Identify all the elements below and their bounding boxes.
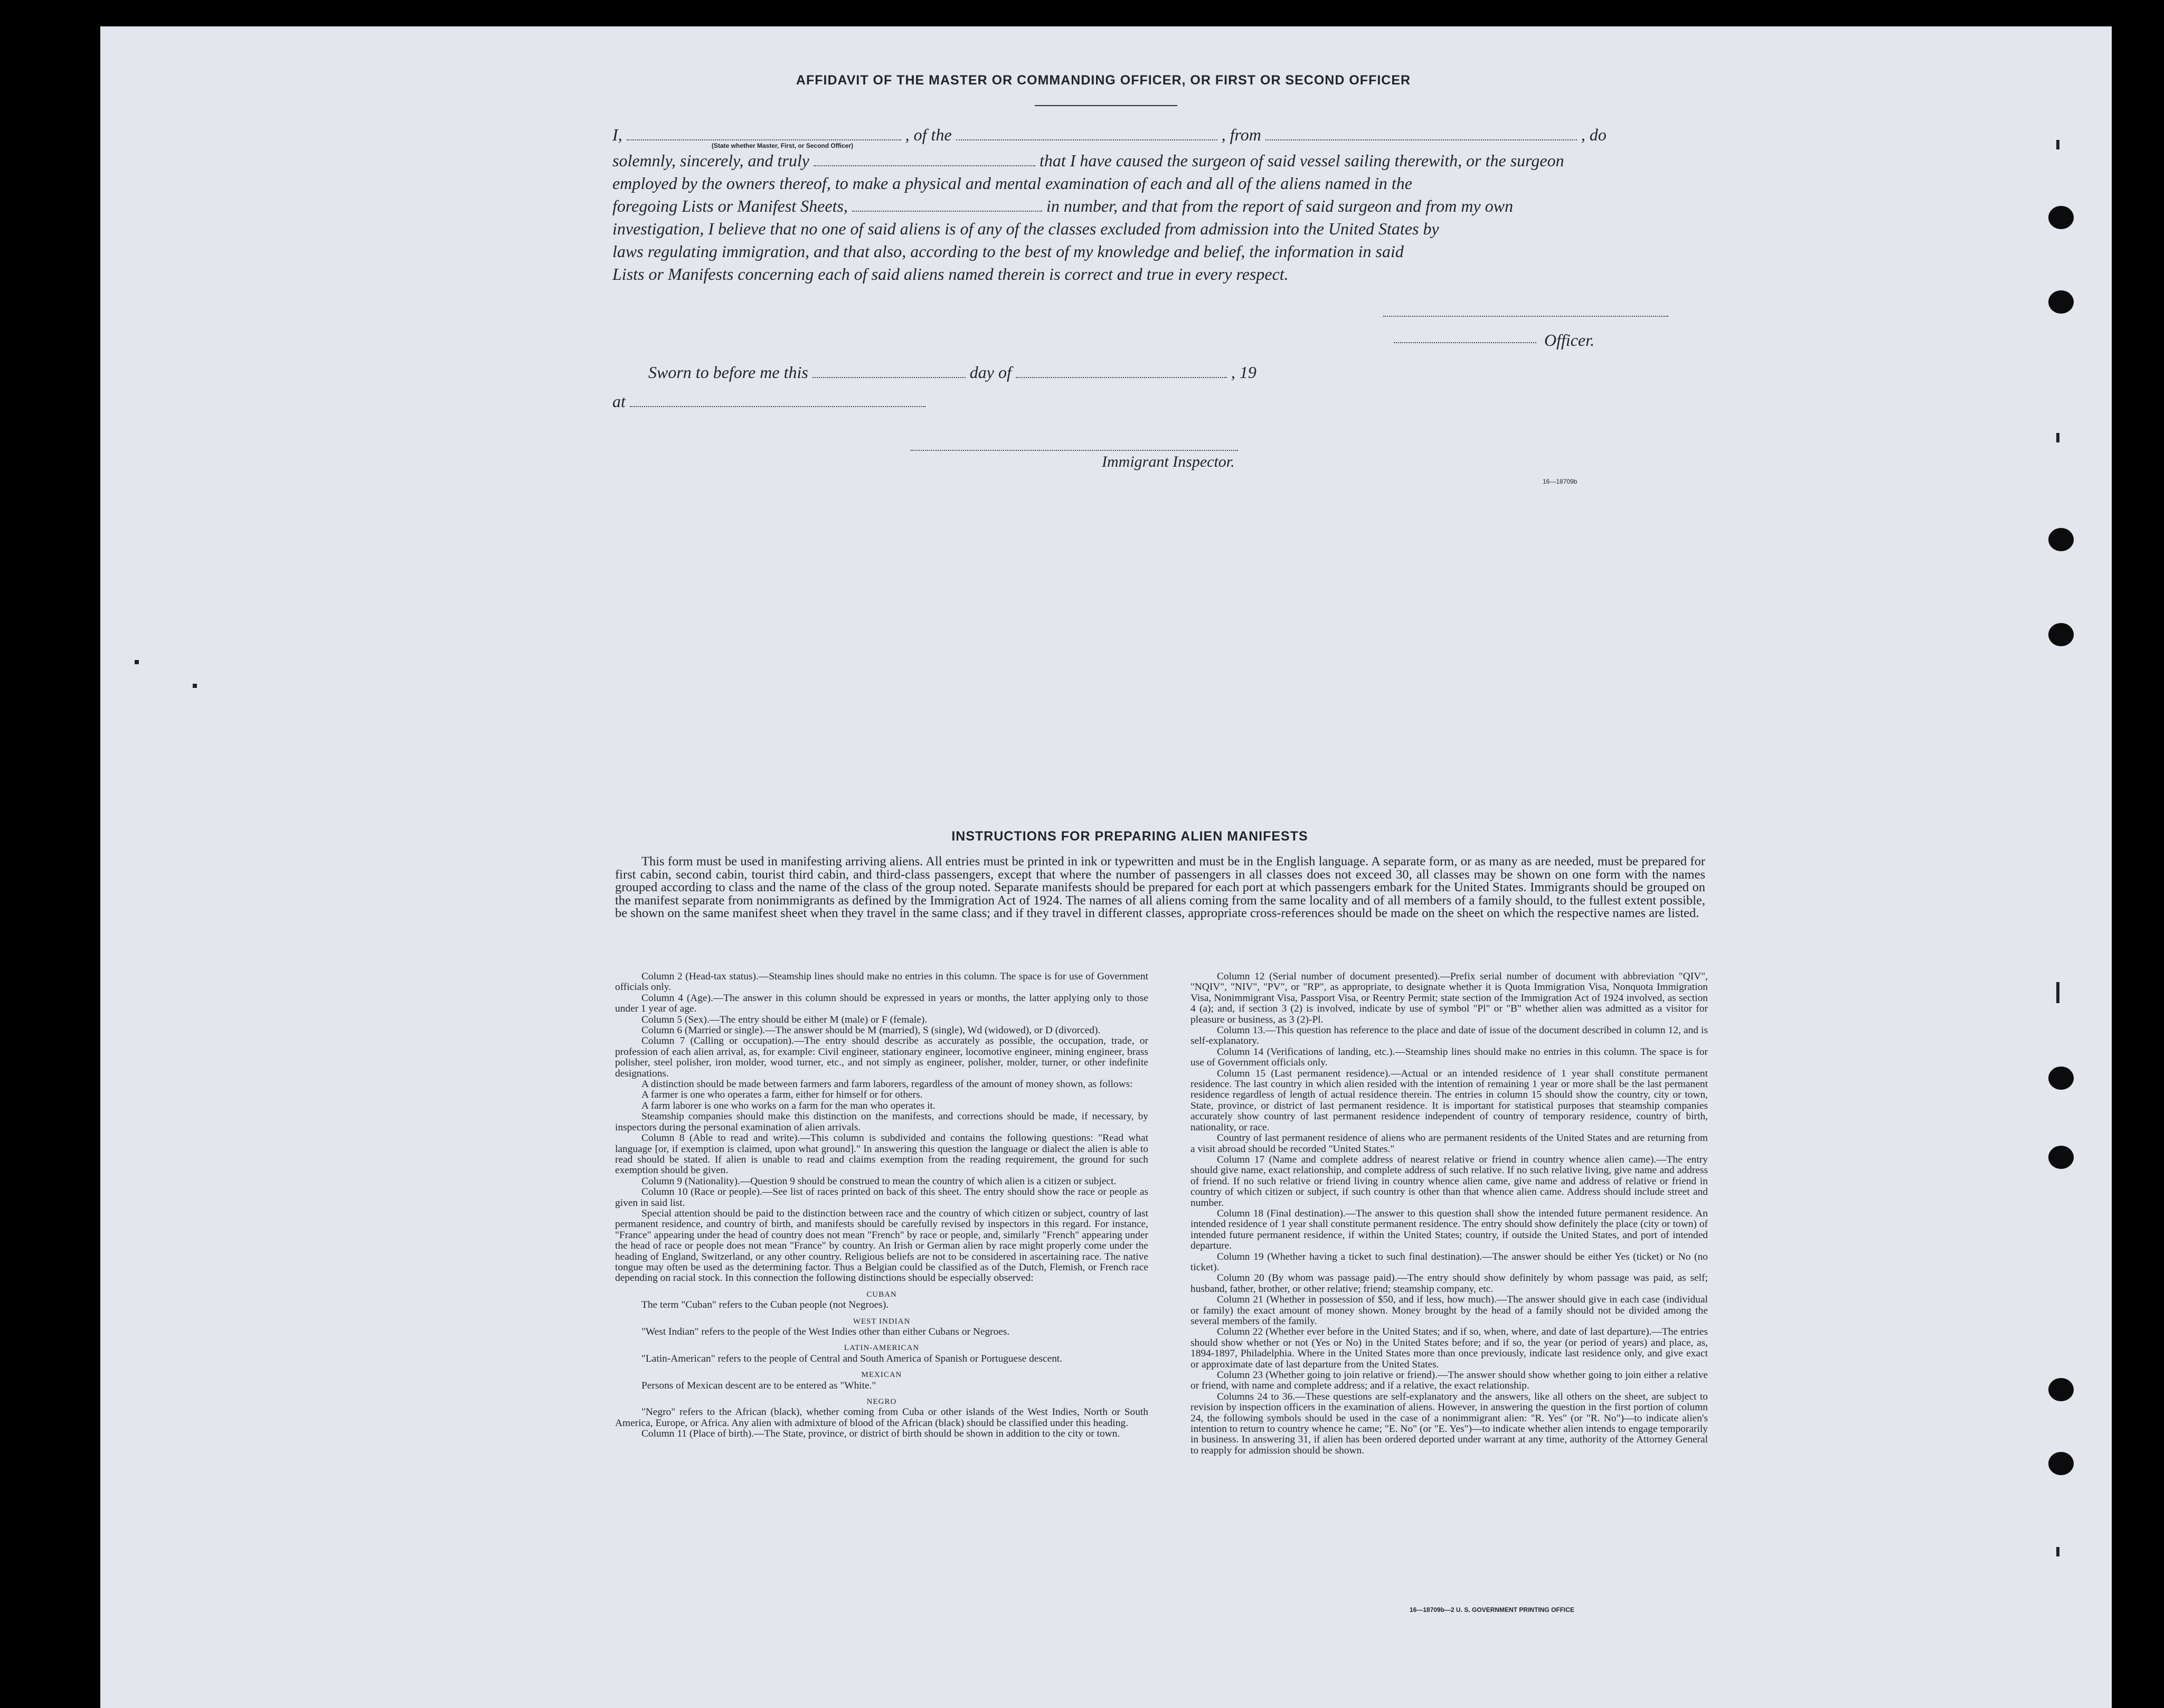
col-23: Column 23 (Whether going to join relative or friend).—The answer should show whether going to join either a relative or friend, with name and complete address; and if a relative, the exact relationship. (1190, 1370, 1708, 1392)
cuban-heading: CUBAN (866, 1290, 897, 1299)
number-text: in number, and that from the report of said surgeon and from my own (1046, 196, 1514, 215)
col-19: Column 19 (Whether having a ticket to such final destination).—The answer should be either Yes (ticket) or No (no ticket). (1190, 1251, 1708, 1273)
punch-hole (2048, 1146, 2074, 1169)
rank-blank[interactable] (814, 150, 1035, 166)
col-18: Column 18 (Final destination).—The answer to this question shall show the intended future permanent residence. An intended residence of 1 year shall constitute permanent residence. The entry should show definitely the place (city or town) of intended future permanent residence, if within the United States; country, if outside the United States, and port of intended departure. (1190, 1207, 1708, 1252)
day-of-label: day of (969, 363, 1016, 382)
col-4: Column 4 (Age).—The answer in this column should be expressed in years or months, the latter applying only to those under 1 year of age. (615, 992, 1148, 1015)
margin-mark (193, 684, 197, 688)
punch-hole (2048, 1378, 2074, 1401)
col-13: Column 13.—This question has reference to the place and date of issue of the document described in column 12, and is self-explanatory. (1190, 1025, 1708, 1047)
affidavit-line-5: investigation, I believe that no one of said aliens is of any of the classes excluded from admission into the United States by (612, 219, 1439, 238)
signature-line[interactable] (1383, 316, 1668, 317)
printing-office-footer: 16—18709b—2 U. S. GOVERNMENT PRINTING OFFICE (1410, 1606, 1575, 1613)
col-11: Column 11 (Place of birth).—The State, province, or district of birth should be shown in addition to the city or town. (641, 1428, 1120, 1440)
punch-hole (2048, 1452, 2074, 1475)
col-5: Column 5 (Sex).—The entry should be either M (male) or F (female). (641, 1014, 928, 1025)
sworn-text: Sworn to before me this (648, 363, 812, 382)
col-7: Column 7 (Calling or occupation).—The entry should describe as accurately as possible, the occupation, trade, or profession of each alien arrival, as, for example: Civil engineer, stationary engineer, locomotive engineer, mining engineer, brass polisher, steel polisher, iron molder, wood turner, etc., and not simply as engineer, polisher, molder, turner, or other indefinite designations. (615, 1035, 1148, 1079)
col-7-steamship: Steamship companies should make this distinction on the manifests, and corrections should be made, if necessary, by inspectors during the personal examination of alien arrivals. (615, 1111, 1148, 1133)
at-place-blank[interactable] (630, 391, 925, 407)
year-label: , 19 (1231, 363, 1256, 382)
col-7-farmer: A farmer is one who operates a farm, either for himself or for others. (641, 1089, 923, 1101)
margin-mark (2056, 982, 2059, 1003)
margin-mark (135, 660, 139, 664)
from-port-blank[interactable] (1265, 125, 1577, 140)
do-label: , do (1581, 125, 1607, 144)
instructions-intro: This form must be used in manifesting arriving aliens. All entries must be printed in ink or typewritten and must be in the English language. A separate form, or as many as are needed, must be prepared for first cabin, second cabin, tourist third cabin, and third-class passengers, except that where the number of passengers in all classes does not exceed 30, all classes may be shown on one form with the names grouped according to class and the name of the class of the group noted. Separate manifests should be prepared for each port at which passengers embark for the United States. Immigrants should be grouped on the manifest separate from nonimmigrants as defined by the Immigration Act of 1924. The names of all aliens coming from the same locality and of all members of a family should, to the fullest extent possible, be shown on the same manifest sheet when they travel in the same class; and if they travel in different classes, appropriate cross-references should be made on the sheet on which the respective names are listed. (615, 854, 1705, 921)
col-2: Column 2 (Head-tax status).—Steamship lines should make no entries in this column. The space is for use of Government officials only. (615, 971, 1148, 993)
officer-line[interactable] (1394, 342, 1536, 343)
at-label: at (612, 392, 630, 411)
col-10-special: Special attention should be paid to the distinction between race and the country of which citizen or subject, country of last permanent residence, and country of birth, and manifests should be carefully revised by inspectors in this regard. For instance, "France" appearing under the head of country does not mean "French" by race or people, and, similarly "French" appearing under the head of race or people does not mean "France" by country. An Irish or German alien by race might properly come under the heading of England, Switzerland, or any other country. Religious beliefs are not to be considered in ascertaining race. The native tongue may often be used as the determining factor. Thus a Belgian could be classified as of the Dutch, Flemish, or French race depending on racial stock. In this connection the following distinctions should be especially observed: (615, 1207, 1148, 1284)
affidavit-title: AFFIDAVIT OF THE MASTER OR COMMANDING OFFICER, OR FIRST OR SECOND OFFICER (796, 73, 1411, 88)
from-label: , from (1221, 125, 1265, 144)
affidavit-line-6: laws regulating immigration, and that also, according to the best of my knowledge and belief, the information in said (612, 242, 1404, 261)
instructions-left-column (615, 971, 1148, 1440)
at-line (612, 390, 1705, 413)
punch-hole (2048, 528, 2074, 551)
instructions-right-column (1190, 971, 1708, 1456)
punch-hole (2048, 623, 2074, 646)
margin-mark (2056, 433, 2059, 442)
col-7-distinction: A distinction should be made between farmers and farm laborers, regardless of the amount of money shown, as follows: (641, 1079, 1133, 1090)
col-22: Column 22 (Whether ever before in the United States; and if so, when, where, and date of last departure).—The entries should show whether or not (Yes or No) in the United States before; and if so, the year (or period of years) and place, as, 1894-1897, Philadelphia. Where in the United States more than once previously, indicate last residence only, and give exact or approximate date of last departure from the United States. (1190, 1326, 1708, 1370)
of-the-label: , of the (905, 125, 956, 144)
west-indian-heading: WEST INDIAN (853, 1317, 911, 1326)
negro-heading: NEGRO (866, 1398, 897, 1407)
affidavit-line-7: Lists or Manifests concerning each of said aliens named therein is correct and true in every respect. (612, 265, 1289, 284)
col-12: Column 12 (Serial number of document presented).—Prefix serial number of document with abbreviation "QIV", "NQIV", "NIV", "PV", or "RP", as appropriate, to designate whether it is Quota Immigration Visa, Nonquota Immigration Visa, Nonimmigrant Visa, Passport Visa, or Reentry Permit; state section of the Immigration Act of 1924 involved, as section 4 (a); and, if section 3 (2) is involved, indicate by use of symbol "Pl" or "B" whether alien was admitted as a visitor for pleasure or business, as 3 (2)-Pl. (1190, 971, 1708, 1025)
col-7-laborer: A farm laborer is one who works on a farm for the man who operates it. (641, 1100, 935, 1111)
col-21: Column 21 (Whether in possession of $50, and if less, how much).—The answer should give in each case (individual or family) the exact amount of money shown. Money brought by the head of a family should not be divided among the several members of the family. (1190, 1294, 1708, 1327)
punch-hole (2048, 206, 2074, 229)
vessel-name-blank[interactable] (956, 125, 1217, 140)
i-label: I, (612, 125, 627, 144)
col-10: Column 10 (Race or people).—See list of races printed on back of this sheet. The entry should show the race or people as given in said list. (615, 1186, 1148, 1209)
margin-mark (2056, 1547, 2059, 1556)
officer-name-blank[interactable] (627, 125, 901, 140)
col-17: Column 17 (Name and complete address of nearest relative or friend in country whence alien came).—The entry should give name, exact relationship, and complete address of such relative. If no such relative living, give name and address of friend. If no such relative or friend living in country whence alien came, give name and address of relative or friend in country of which citizen or subject, if such country is other than that whence alien came. Address should include street and number. (1190, 1154, 1708, 1209)
col-15-country: Country of last permanent residence of aliens who are permanent residents of the United States and are returning from a visit abroad should be recorded "United States." (1190, 1133, 1708, 1155)
rank-hint: (State whether Master, First, or Second Officer) (712, 142, 854, 149)
affidavit-line-2 (612, 149, 1705, 172)
punch-hole (2048, 1067, 2074, 1090)
sworn-day-blank[interactable] (812, 362, 966, 378)
margin-mark (2056, 140, 2059, 149)
mexican-text: Persons of Mexican descent are to be entered as "White." (641, 1380, 876, 1391)
solemnly-text: solemnly, sincerely, and truly (612, 151, 814, 170)
title-rule (1035, 105, 1177, 106)
latin-american-heading: LATIN-AMERICAN (844, 1344, 920, 1353)
affidavit-line-3: employed by the owners thereof, to make a physical and mental examination of each and all of the aliens named in the (612, 174, 1412, 193)
negro-text: "Negro" refers to the African (black), whether coming from Cuba or other islands of the West Indies, North or South America, Europe, or Africa. Any alien with admixture of blood of the African (black) should be classified under this heading. (615, 1407, 1148, 1429)
col-14: Column 14 (Verifications of landing, etc.).—Steamship lines should make no entries in this column. The space is for use of Government officials only. (1190, 1046, 1708, 1069)
west-indian-text: "West Indian" refers to the people of the West Indies other than either Cubans or Negroes. (641, 1326, 1010, 1337)
punch-hole (2048, 290, 2074, 314)
officer-label: Officer. (1544, 331, 1595, 350)
inspector-label: Immigrant Inspector. (1102, 453, 1235, 470)
cuban-text: The term "Cuban" refers to the Cuban people (not Negroes). (641, 1299, 889, 1311)
col-15: Column 15 (Last permanent residence).—Actual or an intended residence of 1 year shall constitute permanent residence. The last country in which alien resided with the intention of remaining 1 year or more shall be the last permanent residence regardless of length of actual residence therein. The entries in column 15 should show the country, city or town, State, province, or district of last permanent residence. It is important for statistical purposes that steamship companies accurately show country of last permanent residence independent of country of temporary residence, country of birth, nationality, or race. (1190, 1068, 1708, 1133)
instructions-title: INSTRUCTIONS FOR PREPARING ALIEN MANIFESTS (951, 829, 1308, 844)
col-8: Column 8 (Able to read and write).—This column is subdivided and contains the following questions: "Read what language [or, if exemption is claimed, upon what ground]." In answering this question the language or dialect the alien is able to read should be stated. If alien is unable to read and claims exemption from the reading requirement, the ground for such exemption should be given. (615, 1133, 1148, 1176)
col-6: Column 6 (Married or single).—The answer should be M (married), S (single), Wd (widowed), or D (divorced). (641, 1025, 1101, 1036)
sheet-count-blank[interactable] (852, 196, 1042, 212)
col-24-36: Columns 24 to 36.—These questions are self-explanatory and the answers, like all others on the sheet, are subject to revision by inspection officers in the examination of aliens. However, in answering the question in the first portion of column 24, the following symbols should be used in the case of a nonimmigrant alien: "R. Yes" (or "R. No")—to indicate alien's intention to return to country whence he came; "E. No" (or "E. Yes")—to indicate whether alien intends to engage temporarily in business. In answering 31, if alien has been ordered deported under warrant at any time, authority of the Attorney General to reapply for admission should be shown. (1190, 1391, 1708, 1456)
mexican-heading: MEXICAN (861, 1371, 902, 1380)
document-page (100, 26, 2112, 1708)
sworn-line (648, 361, 1741, 384)
col-9: Column 9 (Nationality).—Question 9 should be construed to mean the country of which alien is a citizen or subject. (641, 1175, 1117, 1187)
inspector-signature-line[interactable] (911, 450, 1238, 451)
form-code-top: 16—18709b (1543, 478, 1577, 485)
sworn-month-blank[interactable] (1016, 362, 1227, 378)
foregoing-text: foregoing Lists or Manifest Sheets, (612, 196, 852, 215)
latin-american-text: "Latin-American" refers to the people of Central and South America of Spanish or Portuguese descent. (641, 1353, 1063, 1364)
col-20: Column 20 (By whom was passage paid).—The entry should show definitely by whom passage was paid, as self; husband, father, brother, or other relative; friend; steamship company, etc. (1190, 1272, 1708, 1295)
surgeon-text: that I have caused the surgeon of said vessel sailing therewith, or the surgeon (1039, 151, 1564, 170)
affidavit-line-4 (612, 194, 1705, 218)
